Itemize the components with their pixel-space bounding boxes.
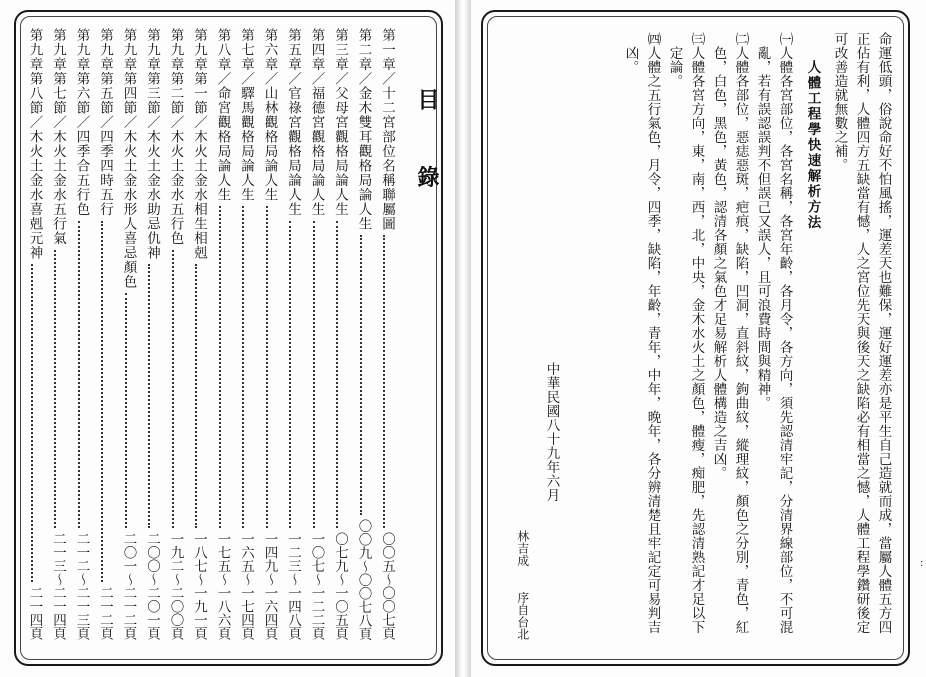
toc-entry <box>307 28 323 640</box>
toc-entry-label: 第二章／金木雙耳觀格局論人生 <box>355 28 372 231</box>
toc-leader-dots <box>54 250 56 529</box>
toc-entry <box>95 28 111 640</box>
toc-entry-page: 二〇〇～二〇一頁 <box>144 532 160 640</box>
toc-entry-page: 一六五～一七四頁 <box>238 532 254 640</box>
toc-entry-page: 一九二～二〇〇頁 <box>167 532 184 640</box>
toc-entry-label: 第九章第二節／木火土金水五行色 <box>167 28 184 246</box>
toc-entry-page: 一〇七～一二二頁 <box>308 532 325 640</box>
toc-entry <box>283 28 299 640</box>
toc-title: 目 錄 <box>414 88 439 212</box>
preface-line-2: 正佔有利，人體四方五缺當有憾，人之宮位先天與後天之缺陷必有相當之憾，人體工程學鑽研後定 <box>853 32 870 634</box>
toc-entry-page: 〇〇五～〇〇七頁 <box>379 532 395 640</box>
toc-leader-dots <box>313 221 315 529</box>
toc-entry <box>260 28 276 640</box>
toc-leader-dots <box>195 264 197 528</box>
toc-entry <box>354 28 370 640</box>
toc-entry-page: 〇〇九～〇〇七八頁 <box>355 518 372 640</box>
toc-entry-page: 一四九～一六四頁 <box>261 532 278 640</box>
toc-entry-label: 第九章第七節／木火土金水五行氣 <box>50 28 66 246</box>
toc-entry <box>236 28 252 640</box>
toc-entry <box>377 28 393 640</box>
toc-entry-label: 第九章第六節／四季合五行色 <box>73 28 90 217</box>
toc-entry-page: 二一三～二一四頁 <box>50 532 66 640</box>
preface-line-3: 可改善造就無數之補。 <box>831 32 848 172</box>
toc-entry <box>213 28 229 640</box>
preface-line-1: 命運低頭，俗說命好不怕風搖，運差天也難保，運好運差亦是平生自己造就而成，當屬人體五方四 <box>875 32 892 634</box>
toc-leader-dots <box>172 250 174 529</box>
toc-entry <box>142 28 158 640</box>
method-4-line-2: 凶。 <box>622 46 639 74</box>
toc-entry-page: 一二三～一四八頁 <box>285 532 301 640</box>
toc-entry-label: 第九章第三節／木火土金水助忌仇神 <box>144 28 160 260</box>
toc-entry <box>330 28 346 640</box>
method-4-line-1: ㈣人體之五行氣色，月令，四季，缺陷，年齡，青年，中年，晚年，各分辨清楚且牢記定可易判吉 <box>644 32 661 634</box>
toc-entry <box>72 28 88 640</box>
toc-entry <box>25 28 41 640</box>
toc-leader-dots <box>31 264 33 582</box>
toc-entry-label: 第九章第五節／四季四時五行 <box>97 28 113 217</box>
toc-entry-page: 二一二～二一三頁 <box>73 532 90 640</box>
method-1-line-1: ㈠人體各宮部位，各宮名稱，各宮年齡，各月令，各方向，須先認清牢記，分清界線部位，不可混 <box>776 32 793 634</box>
toc-leader-dots <box>101 221 103 583</box>
right-page <box>471 0 926 677</box>
toc-entry-label: 第三章／父母宮觀格局論人生 <box>332 28 348 217</box>
toc-entry-label: 第六章／山林觀格局論人生 <box>261 28 278 202</box>
toc-entry-page: 〇七九～一〇五頁 <box>332 532 348 640</box>
edge-mark: : <box>920 558 924 569</box>
toc-entry-label: 第七章／驛馬觀格局論人生 <box>238 28 254 202</box>
preface-date: 中華民國八十九年六月 <box>543 362 560 502</box>
method-1-line-2: 亂，若有誤認誤判不但誤己又誤人，且可浪費時間與精神。 <box>754 46 771 410</box>
toc-entry <box>189 28 205 640</box>
toc-entry-label: 第九章第一節／木火土金水相生相剋 <box>191 28 207 260</box>
toc-leader-dots <box>289 221 291 529</box>
method-3-line-2: 定論。 <box>666 46 683 88</box>
toc-entry-label: 第九章第八節／木火土金水喜剋元神 <box>26 28 43 260</box>
author-signature: 林吉成 序自台北 <box>515 530 530 641</box>
toc-leader-dots <box>336 221 338 529</box>
left-page <box>0 0 455 677</box>
toc-leader-dots <box>219 206 221 528</box>
toc-entry <box>166 28 182 640</box>
toc-entry <box>119 28 135 640</box>
toc-entry-page: 一七五～一八六頁 <box>214 532 231 640</box>
book-gutter <box>455 0 471 677</box>
toc-entry-page: 二一二頁 <box>97 586 113 640</box>
toc-leader-dots <box>148 264 150 528</box>
toc-leader-dots <box>360 235 362 515</box>
toc-leader-dots <box>383 235 385 528</box>
toc-entry-label: 第九章第四節／木火土金水形人喜忌顏色 <box>120 28 137 289</box>
toc-entry-label: 第五章／官祿宮觀格局論人生 <box>285 28 301 217</box>
toc-entry-page: 二一四頁 <box>26 586 43 640</box>
toc-entry-label: 第八章／命宮觀格局論人生 <box>214 28 231 202</box>
toc-leader-dots <box>78 221 80 529</box>
toc-leader-dots <box>125 293 127 528</box>
method-3-line-1: ㈢人體各宮方向，東，南，西，北，中央，金木水火土之顏色，體瘦，痴肥，先認清熟記才足以下 <box>688 32 705 634</box>
toc-leader-dots <box>266 206 268 528</box>
toc-entry-page: 一八七～一九一頁 <box>191 532 207 640</box>
method-2-line-1: ㈡人體各部位，惡痣惡斑，疤痕，缺陷，凹洞，直斜紋，鉤曲紋，縱理紋，顏色之分別，青色，紅 <box>732 32 749 634</box>
toc-entry <box>48 28 64 640</box>
toc-entry-label: 第一章／十二宮部位名稱聯屬圖 <box>379 28 395 231</box>
toc-leader-dots <box>242 206 244 528</box>
method-2-line-2: 色，白色，黑色，黃色，認清各顏之氣色才足易解析人體構造之吉凶。 <box>710 46 727 480</box>
toc-entry-page: 二〇一～二一二頁 <box>120 532 137 640</box>
toc-entry-label: 第四章／福德宮觀格局論人生 <box>308 28 325 217</box>
section-heading: 人體工程學快速解析方法 <box>804 60 821 231</box>
